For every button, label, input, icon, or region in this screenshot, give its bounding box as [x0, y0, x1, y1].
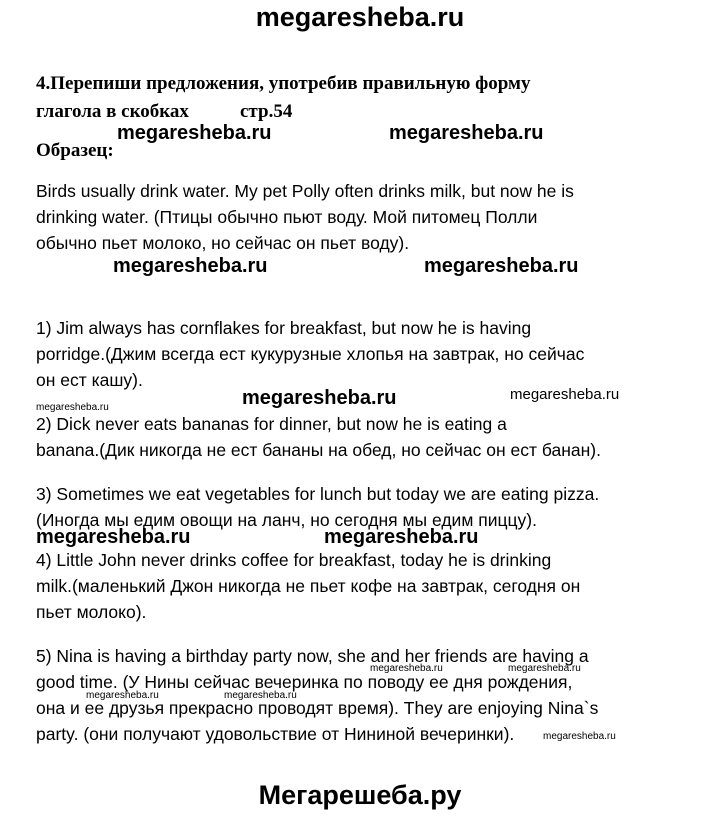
- answer-2: [36, 411, 646, 463]
- answer-line: она и ее друзья прекрасно проводят время). They are enjoying Nina`s: [36, 698, 599, 718]
- watermark: megaresheba.ru: [510, 386, 620, 403]
- watermark: megaresheba.ru: [113, 255, 268, 277]
- watermark: megaresheba.ru: [224, 690, 297, 701]
- watermark: megaresheba.ru: [543, 731, 616, 742]
- answer-line: 3) Sometimes we eat vegetables for lunch but today we are eating pizza.: [36, 484, 600, 504]
- sample-label: Образец:: [36, 140, 114, 161]
- sample-line: обычно пьет молоко, но сейчас он пьет воду).: [36, 233, 410, 253]
- watermark: megaresheba.ru: [86, 690, 159, 701]
- watermark: megaresheba.ru: [117, 122, 272, 144]
- sample-line: Birds usually drink water. My pet Polly often drinks milk, but now he is: [36, 181, 574, 201]
- answer-4: [36, 547, 646, 625]
- sample-paragraph: [36, 178, 646, 256]
- answer-line: 4) Little John never drinks coffee for breakfast, today he is drinking: [36, 550, 552, 570]
- watermark: megaresheba.ru: [370, 663, 443, 674]
- answer-line: good time. (У Нины сейчас вечеринка по поводу ее дня рождения,: [36, 672, 573, 692]
- task-heading-line2: глагола в скобках: [36, 101, 189, 122]
- answer-line: 5) Nina is having a birthday party now, she and her friends are having a: [36, 646, 589, 666]
- watermark: megaresheba.ru: [508, 663, 581, 674]
- answer-line: party. (они получают удовольствие от Нининой вечеринки).: [36, 724, 515, 744]
- watermark: megaresheba.ru: [36, 402, 109, 413]
- watermark: megaresheba.ru: [242, 387, 397, 409]
- watermark: megaresheba.ru: [389, 122, 544, 144]
- task-heading-line1: 4.Перепиши предложения, употребив правильную форму: [36, 73, 531, 94]
- watermark: megaresheba.ru: [424, 255, 579, 277]
- answer-1: [36, 315, 646, 393]
- watermark: megaresheba.ru: [324, 526, 479, 548]
- answer-line: (Иногда мы едим овощи на ланч, но сегодня мы едим пиццу).: [36, 510, 537, 530]
- answer-line: milk.(маленький Джон никогда не пьет кофе на завтрак, сегодня он: [36, 576, 581, 596]
- answer-line: banana.(Дик никогда не ест бананы на обед, но сейчас он ест банан).: [36, 440, 601, 460]
- answer-line: 2) Dick never eats bananas for dinner, but now he is eating a: [36, 414, 507, 434]
- answer-line: пьет молоко).: [36, 602, 147, 622]
- answer-line: porridge.(Джим всегда ест кукурузные хлопья на завтрак, но сейчас: [36, 344, 585, 364]
- sample-line: drinking water. (Птицы обычно пьют воду. Мой питомец Полли: [36, 207, 538, 227]
- answer-line: он ест кашу).: [36, 370, 143, 390]
- site-header-title: megaresheba.ru: [255, 2, 465, 32]
- task-page-ref: стр.54: [240, 101, 293, 122]
- site-footer-title: Мегарешеба.ру: [258, 780, 462, 810]
- answer-line: 1) Jim always has cornflakes for breakfast, but now he is having: [36, 318, 532, 338]
- watermark: megaresheba.ru: [36, 526, 191, 548]
